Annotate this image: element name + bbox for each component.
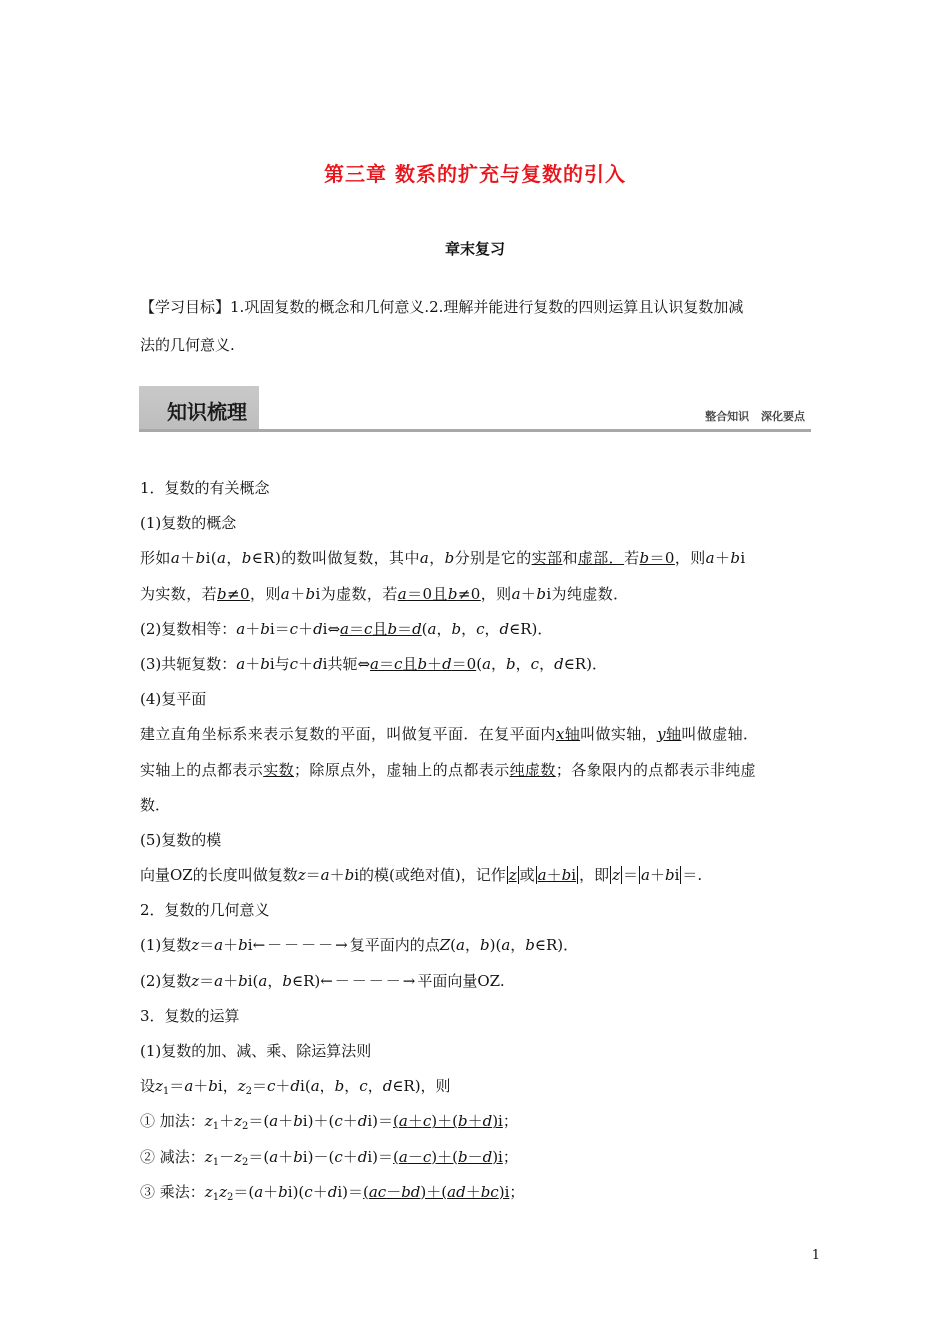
paragraph-complex-plane: 建立直角坐标系来表示复数的平面，叫做复平面．在复平面内x轴叫做实轴，y轴叫做虚轴．	[140, 725, 759, 744]
subheading-modulus: (5)复数的模	[140, 830, 222, 849]
geometry-point-rhs: 复平面内的点	[349, 936, 440, 955]
complex-plane-intro: 建立直角坐标系来表示复数的平面，叫做复平面．在复平面内	[140, 725, 556, 744]
geometry-vector-rhs: 平面向量OZ.	[417, 971, 505, 990]
heading-operations: 3．复数的运算	[140, 1006, 240, 1025]
learning-objectives	[140, 288, 820, 364]
page-number: 1	[811, 1248, 820, 1263]
geometry-vector-label: (2)复数	[140, 971, 192, 990]
geometry-point: (1)复数z＝a＋bi←－－－－→复平面内的点Z(a，b)(a，b∈R)．	[140, 936, 579, 955]
subtraction-label: ② 减法：	[140, 1147, 205, 1166]
chapter-title: 第三章 数系的扩充与复数的引入	[324, 162, 626, 186]
operation-subtraction: ② 减法：$z_1-z_2=(a+bi)-(c+di)=(a-c)+(b-d)i$；	[140, 1147, 518, 1168]
subheading-operations: (1)复数的加、减、乘、除运算法则	[140, 1042, 372, 1060]
content	[140, 471, 820, 1210]
banner-tags: 整合知识 深化要点	[705, 410, 805, 423]
section-title: 章末复习	[444, 240, 505, 258]
objectives-text-2: 法的几何意义.	[140, 336, 235, 354]
conjugate-rule: (3)共轭复数：a＋bi与c＋di共轭⇔a＝c且b＋d＝0(a，b，c，d∈R)．	[140, 654, 607, 673]
section-banner	[139, 386, 811, 432]
paragraph-modulus: 向量OZ的长度叫做复数z＝a＋bi的模(或绝对值)，记作 z 或 a＋bi ，即 z ＝ a＋bi ＝.	[140, 866, 703, 885]
paragraph-classification: 为实数，若b≠0，则a＋bi为虚数，若a＝0且b≠0，则a＋bi为纯虚数．	[140, 584, 629, 603]
operation-multiplication: ③ 乘法：$z_1z_2=(a+bi)(c+di)=(ac-bd)+(ad+bc)i$；	[140, 1182, 525, 1203]
banner-title: 知识梳理	[167, 400, 247, 424]
equality-rule: (2)复数相等：a＋bi＝c＋di⇔a＝c且b＝d(a，b，c，d∈R)．	[140, 619, 553, 638]
heading-geometry: 2．复数的几何意义	[140, 901, 270, 920]
conjugate-label: (3)共轭复数：	[140, 654, 237, 673]
objectives-label: 【学习目标】	[140, 298, 231, 316]
paragraph-axes: 实轴上的点都表示实数；除原点外，虚轴上的点都表示纯虚数；各象限内的点都表示非纯虚	[140, 760, 757, 779]
operation-addition: ① 加法：$z_1+z_2=(a+bi)+(c+di)=(a+c)+(b+d)i$；	[140, 1112, 518, 1133]
heading-concepts: 1．复数的有关概念	[140, 479, 270, 497]
banner-underline	[139, 429, 811, 432]
paragraph-definition: 形如a＋bi(a，b∈R)的数叫做复数，其中a，b分别是它的实部和虚部．若b＝0，则a＋bi	[140, 549, 746, 568]
subheading-concept: (1)复数的概念	[140, 514, 237, 533]
paragraph-axes-end: 数．	[140, 795, 171, 814]
subheading-complex-plane: (4)复平面	[140, 690, 207, 709]
geometry-point-label: (1)复数	[140, 936, 192, 955]
multiplication-label: ③ 乘法：	[140, 1182, 205, 1201]
addition-label: ① 加法：	[140, 1112, 205, 1131]
equality-label: (2)复数相等：	[140, 619, 237, 638]
objectives-text-1: 1.巩固复数的概念和几何意义.2.理解并能进行复数的四则运算且认识复数加减	[230, 298, 744, 316]
operations-setup: 设$z_1=a+bi$，$z_2=c+di(a$，b，c，d∈R)，则	[140, 1077, 451, 1098]
geometry-vector: (2)复数z＝a＋bi(a，b∈R)←－－－－→平面向量OZ.	[140, 971, 505, 990]
